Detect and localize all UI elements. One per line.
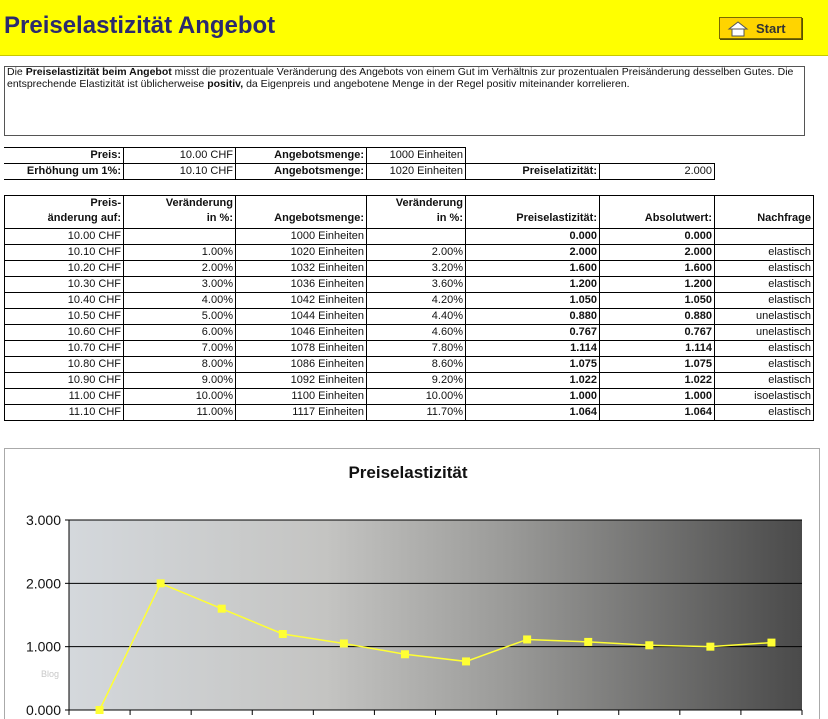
cell-preis: 10.70 CHF	[67, 342, 121, 354]
cell-preis-veraenderung: 7.00%	[201, 342, 233, 354]
cell-preis-veraenderung: 2.00%	[201, 262, 233, 274]
cell-angebotsmenge: 1042 Einheiten	[290, 294, 364, 306]
cell-absolutwert: 1.000	[684, 390, 712, 402]
grid-line	[4, 163, 715, 164]
data-point	[462, 657, 470, 665]
cell-preiselastizitaet: 2.000	[569, 246, 597, 258]
grid-line	[366, 195, 367, 421]
cell-angebotsmenge: 1117 Einheiten	[292, 406, 364, 418]
chart-area	[4, 448, 820, 719]
cell-preis: 11.00 CHF	[68, 390, 121, 402]
col-header-preiselastizitaet: Preiselastizität:	[516, 212, 597, 224]
col-header-veraenderung-b: in %:	[206, 212, 233, 224]
col-header-nachfrage: Nachfrage	[757, 212, 811, 224]
home-icon	[727, 21, 749, 37]
col-header-angebotsmenge: Angebotsmenge:	[274, 212, 364, 224]
cell-nachfrage: elastisch	[768, 294, 811, 306]
cell-angebotsmenge: 1078 Einheiten	[290, 342, 364, 354]
cell-preis: 11.10 CHF	[68, 406, 121, 418]
cell-nachfrage: elastisch	[768, 278, 811, 290]
y-tick-label: 3.000	[25, 512, 61, 528]
y-tick-label: 1.000	[25, 638, 61, 655]
data-point	[340, 640, 348, 648]
cell-menge-veraenderung: 11.70%	[426, 406, 463, 418]
desc-text-1: Die	[7, 66, 26, 78]
grid-line	[123, 195, 124, 421]
cell-preis: 10.50 CHF	[67, 310, 121, 322]
description-box	[4, 66, 805, 136]
cell-absolutwert: 1.075	[684, 358, 712, 370]
cell-nachfrage: unelastisch	[755, 326, 811, 338]
elasticity-label: Preiselatizität:	[522, 165, 597, 177]
cell-menge-veraenderung: 10.00%	[425, 390, 463, 402]
cell-preiselastizitaet: 0.767	[569, 326, 597, 338]
grid-line	[4, 179, 715, 180]
cell-preiselastizitaet: 1.064	[569, 406, 597, 418]
grid-line	[465, 195, 466, 421]
cell-preiselastizitaet: 1.075	[569, 358, 597, 370]
cell-menge-veraenderung: 9.20%	[431, 374, 463, 386]
col-header-preis-a: Preis-	[90, 197, 121, 209]
angebot-label-2: Angebotsmenge:	[274, 165, 364, 177]
grid-line	[813, 195, 814, 421]
grid-line	[4, 340, 814, 341]
cell-preiselastizitaet: 1.200	[569, 278, 597, 290]
cell-preiselastizitaet: 0.880	[569, 310, 597, 322]
cell-absolutwert: 1.200	[684, 278, 712, 290]
grid-line	[714, 163, 715, 180]
elasticity-chart	[5, 449, 819, 719]
data-point	[767, 639, 775, 647]
chart-title: Preiselastizität	[348, 463, 468, 482]
grid-line	[4, 372, 814, 373]
title-bar	[0, 0, 828, 56]
grid-line	[4, 292, 814, 293]
cell-preis-veraenderung: 11.00%	[196, 406, 233, 418]
cell-menge-veraenderung: 8.60%	[431, 358, 463, 370]
grid-line	[4, 244, 814, 245]
grid-line	[4, 356, 814, 357]
angebot-value-1[interactable]: 1000 Einheiten	[389, 149, 463, 161]
cell-nachfrage: isoelastisch	[754, 390, 811, 402]
cell-preis-veraenderung: 10.00%	[195, 390, 233, 402]
cell-menge-veraenderung: 3.60%	[431, 278, 463, 290]
cell-absolutwert: 1.050	[684, 294, 712, 306]
cell-preiselastizitaet: 1.000	[569, 390, 597, 402]
cell-preiselastizitaet: 1.600	[569, 262, 597, 274]
cell-preis: 10.90 CHF	[67, 374, 121, 386]
cell-menge-veraenderung: 7.80%	[431, 342, 463, 354]
cell-absolutwert: 1.022	[684, 374, 712, 386]
cell-preiselastizitaet: 1.050	[569, 294, 597, 306]
cell-nachfrage: elastisch	[768, 358, 811, 370]
y-tick-label: 2.000	[25, 575, 61, 592]
cell-preis: 10.80 CHF	[67, 358, 121, 370]
grid-line	[4, 195, 5, 421]
erhoehung-label: Erhöhung um 1%:	[26, 165, 121, 177]
cell-nachfrage: elastisch	[768, 342, 811, 354]
y-tick-label: 0.000	[25, 702, 61, 718]
grid-line	[465, 147, 466, 180]
cell-nachfrage: elastisch	[768, 374, 811, 386]
grid-line	[4, 195, 814, 196]
desc-bold-2: positiv,	[207, 77, 244, 90]
grid-line	[4, 228, 814, 229]
col-header-menge-veraenderung-b: in %:	[436, 212, 463, 224]
cell-nachfrage: elastisch	[768, 406, 811, 418]
cell-angebotsmenge: 1100 Einheiten	[291, 390, 364, 402]
cell-absolutwert: 1.600	[684, 262, 712, 274]
erhoehung-value[interactable]: 10.10 CHF	[179, 165, 233, 177]
cell-angebotsmenge: 1032 Einheiten	[290, 262, 364, 274]
cell-angebotsmenge: 1086 Einheiten	[290, 358, 364, 370]
cell-preiselastizitaet: 0.000	[569, 230, 597, 242]
col-header-menge-veraenderung-a: Veränderung	[395, 197, 463, 209]
cell-preis: 10.20 CHF	[67, 262, 121, 274]
cell-angebotsmenge: 1046 Einheiten	[290, 326, 364, 338]
desc-text-2: misst die prozentuale Veränderung des Angebots von einem Gut im Verhältnis zur prozentualen Preisänderung desselben Gutes. Die entsprechende Elastizität ist üblicherweise	[7, 66, 794, 90]
cell-angebotsmenge: 1092 Einheiten	[290, 374, 364, 386]
cell-nachfrage: elastisch	[768, 246, 811, 258]
plot-area	[69, 520, 802, 710]
y-axis-ticks	[26, 512, 69, 718]
cell-menge-veraenderung: 2.00%	[431, 246, 463, 258]
cell-preis: 10.10 CHF	[67, 246, 121, 258]
watermark-text: Blog	[41, 669, 60, 679]
angebot-value-2[interactable]: 1020 Einheiten	[389, 165, 463, 177]
data-point	[218, 605, 226, 613]
cell-preis-veraenderung: 4.00%	[201, 294, 233, 306]
cell-menge-veraenderung: 4.20%	[431, 294, 463, 306]
cell-absolutwert: 0.880	[684, 310, 712, 322]
grid-line	[235, 147, 236, 180]
cell-preis-veraenderung: 5.00%	[201, 310, 233, 322]
grid-line	[4, 388, 814, 389]
cell-preis: 10.30 CHF	[67, 278, 121, 290]
cell-absolutwert: 0.000	[684, 230, 712, 242]
cell-nachfrage: unelastisch	[755, 310, 811, 322]
data-point	[401, 650, 409, 658]
cell-preis-veraenderung: 3.00%	[201, 278, 233, 290]
grid-line	[4, 260, 814, 261]
col-header-preis-b: änderung auf:	[47, 212, 121, 224]
cell-absolutwert: 1.114	[685, 342, 712, 354]
data-point	[157, 579, 165, 587]
cell-preis-veraenderung: 9.00%	[201, 374, 233, 386]
elasticity-value: 2.000	[684, 165, 712, 177]
cell-preiselastizitaet: 1.114	[570, 342, 597, 354]
cell-preis-veraenderung: 1.00%	[201, 246, 233, 258]
grid-line	[599, 163, 600, 180]
desc-bold-1: Preiselastizität beim Angebot	[25, 66, 172, 78]
cell-menge-veraenderung: 4.40%	[431, 310, 463, 322]
cell-preis: 10.00 CHF	[67, 230, 121, 242]
cell-angebotsmenge: 1000 Einheiten	[290, 230, 364, 242]
grid-line	[123, 147, 124, 180]
grid-line	[4, 308, 814, 309]
cell-absolutwert: 2.000	[684, 246, 712, 258]
grid-line	[4, 420, 814, 421]
cell-preis: 10.60 CHF	[67, 326, 121, 338]
desc-text-3: da Eigenpreis und angebotene Menge in der Regel positiv miteinander korrelieren.	[243, 77, 630, 90]
data-point	[706, 643, 714, 651]
grid-line	[4, 404, 814, 405]
preis-value[interactable]: 10.00 CHF	[179, 149, 233, 161]
cell-nachfrage: elastisch	[768, 262, 811, 274]
cell-menge-veraenderung: 3.20%	[431, 262, 463, 274]
grid-line	[714, 195, 715, 421]
grid-line	[599, 195, 600, 421]
page-title: Preiselastizität Angebot	[4, 12, 276, 39]
cell-absolutwert: 1.064	[684, 406, 712, 418]
col-header-veraenderung-a: Veränderung	[165, 197, 233, 209]
cell-absolutwert: 0.767	[684, 326, 712, 338]
grid-line	[4, 324, 814, 325]
preis-label: Preis:	[90, 149, 121, 161]
data-point	[584, 638, 592, 646]
grid-line	[4, 276, 814, 277]
data-point	[279, 630, 287, 638]
col-header-absolutwert: Absolutwert:	[644, 212, 712, 224]
data-point	[523, 635, 531, 643]
angebot-label-1: Angebotsmenge:	[274, 149, 364, 161]
start-button[interactable]	[719, 17, 802, 39]
cell-angebotsmenge: 1020 Einheiten	[290, 246, 364, 258]
data-point	[645, 641, 653, 649]
cell-menge-veraenderung: 4.60%	[431, 326, 463, 338]
cell-angebotsmenge: 1036 Einheiten	[290, 278, 364, 290]
start-button-label: Start	[756, 21, 786, 36]
cell-preiselastizitaet: 1.022	[569, 374, 597, 386]
grid-line	[366, 147, 367, 180]
grid-line	[235, 195, 236, 421]
cell-preis-veraenderung: 8.00%	[201, 358, 233, 370]
cell-angebotsmenge: 1044 Einheiten	[290, 310, 364, 322]
data-point	[96, 706, 104, 714]
cell-preis: 10.40 CHF	[67, 294, 121, 306]
cell-preis-veraenderung: 6.00%	[201, 326, 233, 338]
